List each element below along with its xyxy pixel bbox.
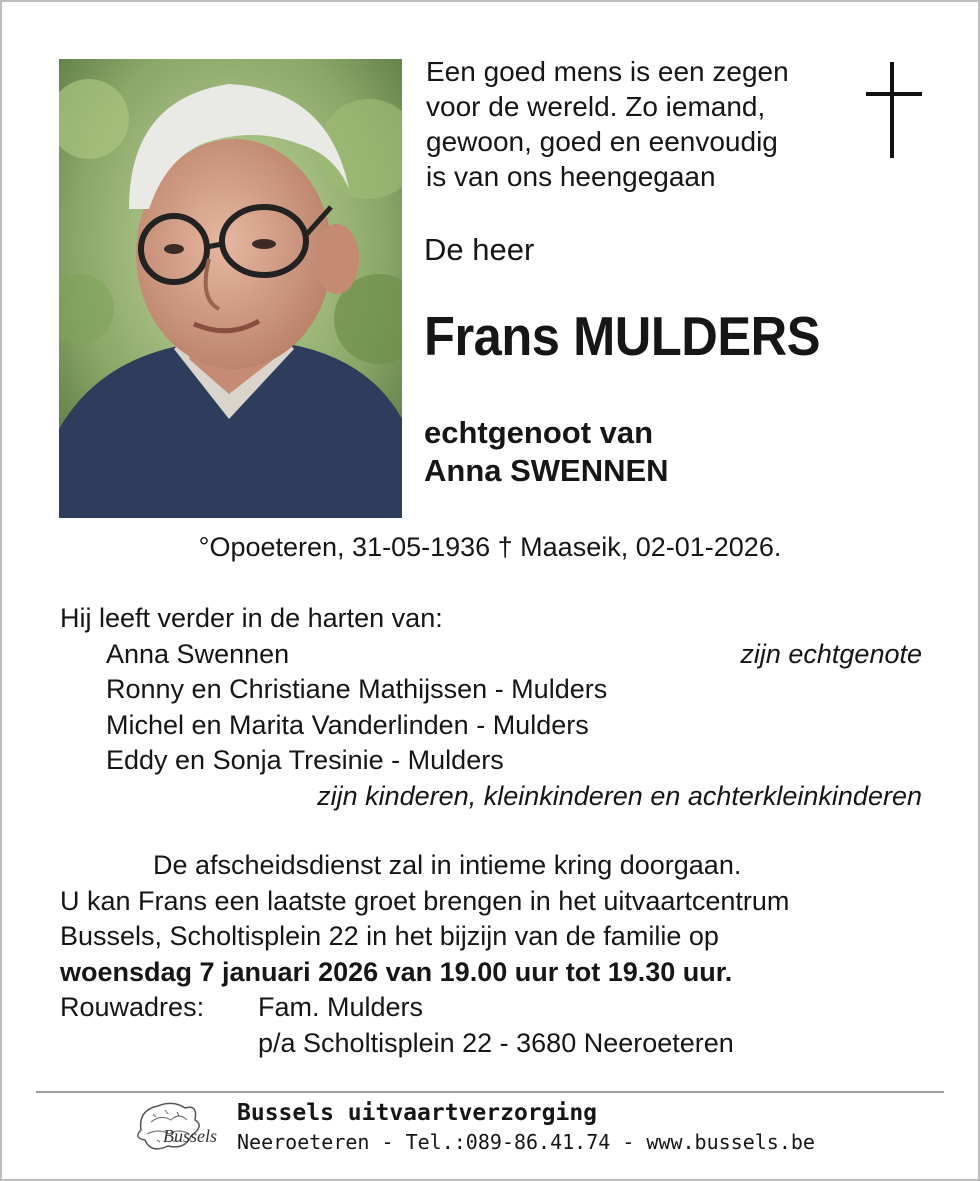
- company-contact: Neeroeteren - Tel.:089-86.41.74 - www.bussels.be: [237, 1130, 815, 1154]
- bussels-logo-icon: [133, 1100, 223, 1161]
- survivor-role: zijn echtgenote: [740, 638, 922, 669]
- honorific: De heer: [424, 232, 535, 267]
- service-line: U kan Frans een laatste groet brengen in het uitvaartcentrum: [60, 885, 790, 916]
- relation-label: echtgenoot van: [424, 415, 654, 450]
- list-item: Michel en Marita Vanderlinden - Mulders: [106, 709, 589, 740]
- spouse-name: Anna SWENNEN: [424, 453, 669, 488]
- survivors-intro: Hij leeft verder in de harten van:: [60, 603, 443, 633]
- mourning-address: [60, 990, 940, 1026]
- mourning-address-2: [60, 1026, 940, 1062]
- company-name: Bussels uitvaartverzorging: [237, 1100, 598, 1126]
- birth-death-dates: °Opoeteren, 31-05-1936 † Maaseik, 02-01-2026.: [198, 532, 782, 562]
- survivor-name: Anna Swennen: [106, 638, 290, 669]
- deceased-name: Frans MULDERS: [424, 305, 821, 367]
- logo-text: Bussels: [163, 1126, 217, 1146]
- service-line: De afscheidsdienst zal in intieme kring doorgaan.: [153, 850, 742, 880]
- quote-line: gewoon, goed en eenvoudig: [426, 126, 778, 157]
- survivors-list: [60, 601, 922, 814]
- list-item: Ronny en Christiane Mathijssen - Mulders: [106, 674, 608, 704]
- service-line: Bussels, Scholtisplein 22 in het bijzijn van de familie op: [60, 921, 719, 951]
- list-item: [60, 637, 922, 673]
- service-info: [60, 848, 940, 1061]
- spouse-block: [424, 414, 669, 490]
- address-label: Rouwadres:: [60, 992, 205, 1022]
- address-line: p/a Scholtisplein 22 - 3680 Neeroeteren: [258, 1027, 734, 1058]
- quote-line: Een goed mens is een zegen: [426, 56, 789, 87]
- divider: [36, 1091, 944, 1093]
- address-line: Fam. Mulders: [258, 992, 424, 1022]
- service-date: woensdag 7 januari 2026 van 19.00 uur tot 19.30 uur.: [60, 956, 733, 987]
- quote-line: voor de wereld. Zo iemand,: [426, 91, 766, 122]
- portrait-photo: [59, 59, 402, 518]
- children-role: zijn kinderen, kleinkinderen en achterkleinkinderen: [317, 780, 922, 811]
- memorial-quote: [426, 54, 846, 194]
- cross-icon: [866, 62, 922, 165]
- list-item: Eddy en Sonja Tresinie - Mulders: [106, 745, 504, 775]
- quote-line: is van ons heengegaan: [426, 161, 716, 192]
